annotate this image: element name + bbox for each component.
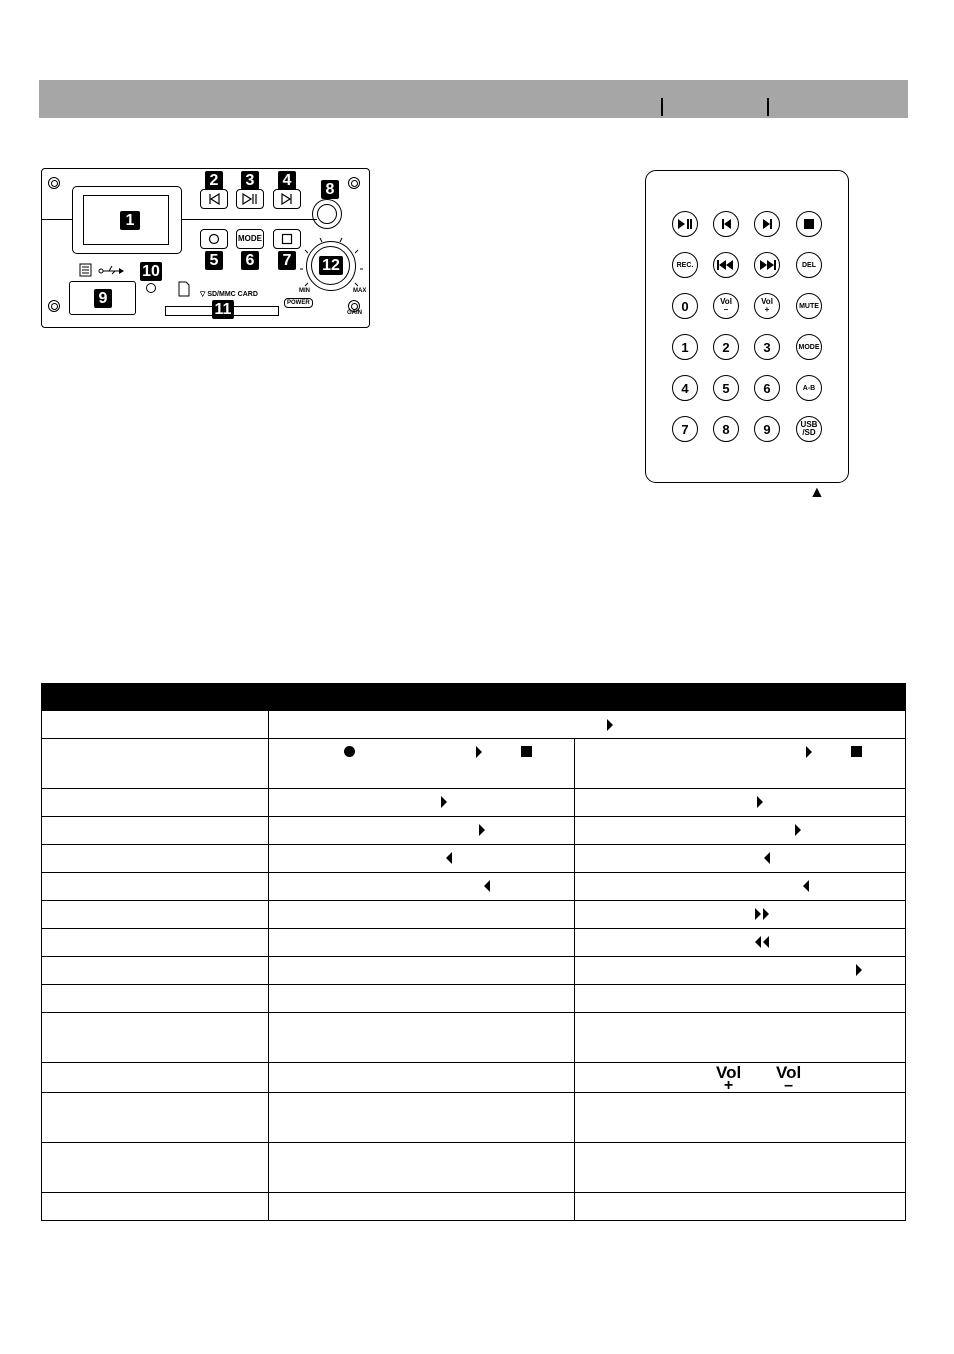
remote-button-label: 8	[722, 421, 730, 437]
table-cell	[269, 873, 575, 901]
table-cell	[269, 711, 906, 739]
reverse-icon	[803, 880, 809, 892]
table-row	[42, 1143, 906, 1193]
callout-6: 6	[241, 251, 259, 270]
record-icon	[344, 746, 355, 757]
remote-button-sublabel: –	[723, 305, 729, 314]
remote-button-label: 2	[722, 339, 730, 355]
remote-ab-button[interactable]	[796, 375, 822, 401]
table-row	[42, 929, 906, 957]
table-cell	[269, 1143, 575, 1193]
remote-zero-button[interactable]	[672, 293, 698, 319]
prev-icon	[721, 219, 732, 229]
reverse-icon	[446, 852, 452, 864]
play-icon	[795, 824, 801, 836]
fast-back-icon	[717, 260, 735, 270]
remote-stop-button[interactable]	[796, 211, 822, 237]
power-indicator: POWER	[284, 298, 313, 308]
remote-usb-sd-button[interactable]	[796, 416, 822, 442]
table-cell	[269, 1013, 575, 1063]
remote-play-pause-button[interactable]	[672, 211, 698, 237]
table-cell	[575, 1193, 906, 1221]
table-row	[42, 985, 906, 1013]
play-icon	[856, 964, 862, 976]
table-row	[42, 1063, 906, 1093]
fast-forward-icon	[758, 260, 776, 270]
table-cell	[42, 929, 269, 957]
panel-stop-button[interactable]	[273, 229, 301, 249]
table-cell	[575, 1063, 906, 1093]
next-icon	[762, 219, 773, 229]
remote-button-label: 5	[722, 380, 730, 396]
panel-play-pause-button[interactable]	[236, 189, 264, 209]
remote-mode-button[interactable]	[796, 334, 822, 360]
sd-card-icon	[178, 281, 190, 297]
header-separator	[661, 98, 663, 116]
stop-icon	[851, 746, 862, 757]
table-header-row	[42, 684, 906, 711]
ir-sensor-marker: ▲	[809, 484, 825, 501]
remote-nine-button[interactable]	[754, 416, 780, 442]
stop-icon	[804, 219, 814, 229]
vol-plus-label: Vol +	[716, 1063, 742, 1094]
table-cell	[269, 1063, 575, 1093]
table-cell	[575, 789, 906, 817]
table-cell	[42, 901, 269, 929]
panel-record-button[interactable]	[200, 229, 228, 249]
remote-button-label: 0	[681, 298, 689, 314]
table-cell	[269, 1193, 575, 1221]
table-cell	[269, 789, 575, 817]
remote-three-button[interactable]	[754, 334, 780, 360]
remote-button-label: DEL	[802, 261, 816, 269]
remote-five-button[interactable]	[713, 375, 739, 401]
remote-vol-minus-button[interactable]	[713, 293, 739, 319]
panel-next-button[interactable]	[273, 189, 301, 209]
ir-sensor	[317, 204, 337, 224]
gain-max-label: MAX	[353, 288, 367, 294]
table-header	[42, 684, 906, 711]
remote-vol-plus-button[interactable]	[754, 293, 780, 319]
screw-icon	[48, 177, 60, 189]
table-cell	[575, 873, 906, 901]
reverse-icon	[764, 852, 770, 864]
table-row	[42, 845, 906, 873]
table-row	[42, 711, 906, 739]
callout-7: 7	[278, 251, 296, 270]
table-cell	[269, 929, 575, 957]
table-cell	[575, 901, 906, 929]
table-cell	[575, 929, 906, 957]
record-icon	[208, 233, 220, 245]
remote-fast-forward-button[interactable]	[754, 252, 780, 278]
remote-button-label: A-B	[802, 384, 816, 392]
table-cell	[575, 957, 906, 985]
play-pause-icon	[241, 193, 259, 205]
play-icon	[479, 824, 485, 836]
remote-button-label: 3	[763, 339, 771, 355]
table-cell	[575, 845, 906, 873]
callout-2: 2	[205, 171, 223, 190]
screw-icon	[48, 300, 60, 312]
callout-3: 3	[241, 171, 259, 190]
table-cell	[42, 845, 269, 873]
table-cell	[42, 711, 269, 739]
fast-forward-icon	[755, 908, 761, 920]
table-cell	[42, 1013, 269, 1063]
play-icon	[806, 746, 812, 758]
reverse-icon	[484, 880, 490, 892]
remote-button-label: MODE	[798, 343, 820, 351]
callout-11: 11	[212, 300, 234, 319]
callout-12: 12	[319, 256, 343, 275]
table-row	[42, 957, 906, 985]
gain-label: GAIN	[347, 310, 362, 316]
remote-button-label: Vol –	[720, 297, 732, 314]
table-cell	[42, 739, 269, 789]
table-cell	[42, 789, 269, 817]
remote-button-sublabel: /SD	[802, 428, 816, 437]
table-cell	[42, 985, 269, 1013]
remote-prev-button[interactable]	[713, 211, 739, 237]
play-icon	[757, 796, 763, 808]
table-cell	[42, 873, 269, 901]
usb-led	[146, 283, 156, 293]
function-table	[41, 683, 906, 1221]
remote-del-button[interactable]	[796, 252, 822, 278]
prev-icon	[207, 193, 221, 205]
callout-5: 5	[205, 251, 223, 270]
table-row	[42, 1093, 906, 1143]
table-cell	[575, 985, 906, 1013]
table-row	[42, 817, 906, 845]
gain-min-label: MIN	[299, 288, 310, 294]
callout-8: 8	[321, 180, 339, 199]
table-cell	[269, 985, 575, 1013]
front-panel-diagram	[41, 168, 370, 328]
ir-sensor-ring	[312, 199, 342, 229]
table-cell	[42, 817, 269, 845]
table-row	[42, 739, 906, 789]
panel-mode-button[interactable]: MODE	[236, 229, 264, 249]
fast-forward-icon	[763, 908, 769, 920]
remote-mute-button[interactable]	[796, 293, 822, 319]
remote-button-label: MUTE	[799, 302, 819, 310]
table-row	[42, 873, 906, 901]
panel-divider-line	[182, 219, 317, 220]
table-cell	[269, 817, 575, 845]
remote-button-label: 4	[681, 380, 689, 396]
remote-button-label: 7	[681, 421, 689, 437]
play-pause-icon	[677, 219, 693, 229]
remote-button-label: REC.	[676, 261, 694, 269]
usb-icon	[79, 262, 129, 278]
table-cell	[269, 901, 575, 929]
table-cell	[575, 1093, 906, 1143]
stop-icon	[281, 233, 293, 245]
table-row	[42, 1193, 906, 1221]
play-icon	[441, 796, 447, 808]
remote-control	[645, 170, 849, 483]
remote-seven-button[interactable]	[672, 416, 698, 442]
panel-divider-line	[42, 219, 72, 220]
callout-9: 9	[94, 289, 112, 308]
remote-button-label: 1	[681, 339, 689, 355]
remote-two-button[interactable]	[713, 334, 739, 360]
stop-icon	[521, 746, 532, 757]
table-cell	[269, 957, 575, 985]
table-cell	[575, 1013, 906, 1063]
callout-1: 1	[120, 211, 140, 230]
table-row	[42, 1013, 906, 1063]
table-cell	[575, 1143, 906, 1193]
table-cell	[269, 845, 575, 873]
fast-back-icon	[763, 936, 769, 948]
remote-eight-button[interactable]	[713, 416, 739, 442]
remote-next-button[interactable]	[754, 211, 780, 237]
table-cell	[269, 739, 575, 789]
play-icon	[476, 746, 482, 758]
table-cell	[42, 957, 269, 985]
table-cell	[42, 1143, 269, 1193]
callout-4: 4	[278, 171, 296, 190]
table-cell	[42, 1193, 269, 1221]
panel-prev-button[interactable]	[200, 189, 228, 209]
fast-back-icon	[755, 936, 761, 948]
remote-button-label: Vol +	[761, 297, 773, 314]
remote-button-label: USB /SD	[800, 420, 818, 437]
section-header-bar	[39, 80, 908, 118]
screw-icon	[348, 177, 360, 189]
header-separator	[767, 98, 769, 116]
remote-one-button[interactable]	[672, 334, 698, 360]
table-cell	[575, 817, 906, 845]
table-cell	[269, 1093, 575, 1143]
remote-six-button[interactable]	[754, 375, 780, 401]
play-icon	[607, 719, 613, 731]
remote-rec-button[interactable]	[672, 252, 698, 278]
sd-card-label: ▽ SD/MMC CARD	[200, 291, 258, 298]
table-cell	[575, 739, 906, 789]
table-cell	[42, 1093, 269, 1143]
remote-fast-back-button[interactable]	[713, 252, 739, 278]
remote-four-button[interactable]	[672, 375, 698, 401]
next-icon	[280, 193, 294, 205]
table-cell	[42, 1063, 269, 1093]
callout-10: 10	[140, 262, 162, 281]
table-row	[42, 789, 906, 817]
remote-button-label: 9	[763, 421, 771, 437]
remote-button-sublabel: +	[764, 305, 770, 314]
table-row	[42, 901, 906, 929]
vol-minus-label: Vol –	[776, 1063, 802, 1094]
remote-button-label: 6	[763, 380, 771, 396]
